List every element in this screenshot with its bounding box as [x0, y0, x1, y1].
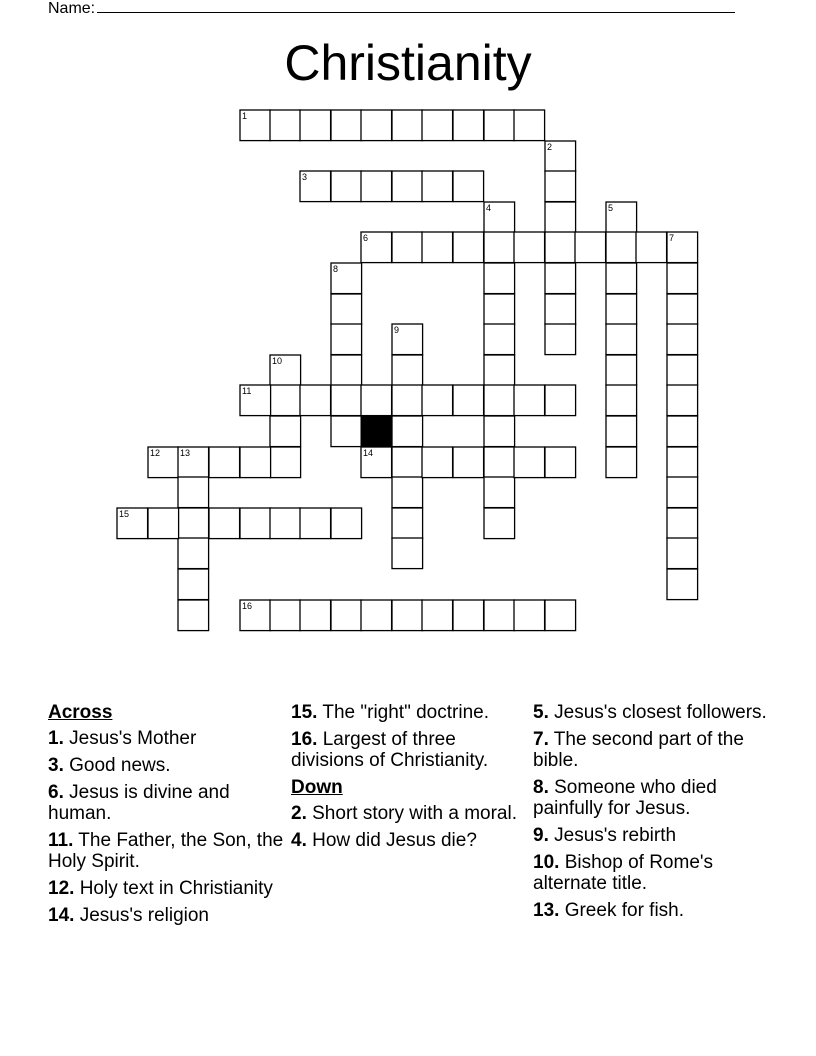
- grid-cell[interactable]: [300, 110, 331, 141]
- clue-text: Jesus's rebirth: [548, 825, 677, 846]
- clue-number: 7.: [533, 729, 549, 750]
- clue-item: [48, 830, 288, 872]
- grid-cell[interactable]: [361, 110, 392, 141]
- grid-cell[interactable]: [514, 110, 545, 141]
- grid-cell[interactable]: [606, 385, 637, 416]
- clue-item: [533, 852, 773, 894]
- grid-cell[interactable]: [484, 447, 515, 478]
- clue-text: Largest of three divisions of Christianity.: [291, 729, 489, 771]
- grid-cell[interactable]: [667, 569, 698, 600]
- grid-cell[interactable]: [392, 110, 423, 141]
- grid-cell[interactable]: [392, 600, 423, 631]
- grid-cell[interactable]: [575, 232, 606, 263]
- grid-cell[interactable]: [545, 385, 576, 416]
- cell-number: 11: [242, 386, 252, 396]
- clue-number: 13.: [533, 900, 560, 921]
- grid-cell[interactable]: [270, 110, 301, 141]
- grid-cell[interactable]: [392, 447, 423, 478]
- grid-cell[interactable]: [361, 385, 392, 416]
- grid-cell[interactable]: [514, 600, 545, 631]
- grid-cell[interactable]: [484, 477, 515, 508]
- grid-cell[interactable]: [331, 355, 362, 386]
- clue-number: 6.: [48, 782, 64, 803]
- grid-cell[interactable]: [300, 385, 331, 416]
- grid-cell[interactable]: [606, 416, 637, 447]
- clue-item: [533, 777, 773, 819]
- grid-cell[interactable]: [667, 385, 698, 416]
- clue-number: 4.: [291, 830, 307, 851]
- grid-cell[interactable]: [392, 477, 423, 508]
- clue-text: How did Jesus die?: [306, 830, 477, 851]
- grid-cell[interactable]: [300, 508, 331, 539]
- grid-cell[interactable]: [636, 232, 667, 263]
- grid-cell[interactable]: [667, 263, 698, 294]
- cell-number: 3: [302, 172, 308, 182]
- grid-cell[interactable]: [484, 416, 515, 447]
- grid-cell[interactable]: [453, 600, 484, 631]
- grid-cell[interactable]: [392, 508, 423, 539]
- clue-text: Someone who died painfully for Jesus.: [533, 777, 717, 819]
- grid-cell[interactable]: [545, 171, 576, 202]
- clue-item: [291, 830, 531, 851]
- clue-number: 11.: [48, 830, 74, 851]
- clue-text: Jesus's closest followers.: [548, 702, 767, 723]
- clue-text: Greek for fish.: [559, 900, 685, 921]
- clue-text: Good news.: [63, 755, 171, 776]
- clue-text: The second part of the bible.: [533, 729, 744, 771]
- clue-text: Jesus is divine and human.: [48, 782, 230, 824]
- cell-number: 6: [363, 233, 369, 243]
- grid-cell[interactable]: [422, 385, 453, 416]
- grid-cell[interactable]: [392, 232, 423, 263]
- grid-cell[interactable]: [270, 508, 301, 539]
- clue-number: 9.: [533, 825, 549, 846]
- grid-cell[interactable]: [545, 324, 576, 355]
- grid-cell[interactable]: [667, 538, 698, 569]
- grid-cell[interactable]: [392, 355, 423, 386]
- grid-cell[interactable]: [606, 324, 637, 355]
- grid-cell[interactable]: [422, 447, 453, 478]
- across-heading: Across: [48, 702, 113, 723]
- grid-cell[interactable]: [331, 385, 362, 416]
- grid-cell[interactable]: [667, 508, 698, 539]
- grid-cell[interactable]: [667, 324, 698, 355]
- grid-cell[interactable]: [422, 110, 453, 141]
- cell-number: 9: [394, 325, 400, 335]
- clue-text: The Father, the Son, the Holy Spirit.: [48, 830, 284, 872]
- grid-cell[interactable]: [209, 508, 240, 539]
- grid-cell[interactable]: [667, 355, 698, 386]
- clue-item: [533, 900, 773, 921]
- grid-cell[interactable]: [178, 538, 209, 569]
- clue-item: [48, 878, 288, 899]
- grid-cell[interactable]: [453, 447, 484, 478]
- clue-number: 14.: [48, 905, 75, 926]
- grid-cell[interactable]: [667, 416, 698, 447]
- grid-cell[interactable]: [545, 600, 576, 631]
- grid-cell[interactable]: [484, 263, 515, 294]
- cell-number: 7: [669, 233, 675, 243]
- clue-item: [533, 825, 773, 846]
- cell-number: 16: [242, 601, 253, 611]
- grid-cell[interactable]: [270, 416, 301, 447]
- grid-cell[interactable]: [484, 324, 515, 355]
- grid-cell[interactable]: [453, 171, 484, 202]
- grid-cell[interactable]: [331, 294, 362, 325]
- grid-cell[interactable]: [545, 232, 576, 263]
- grid-cell[interactable]: [240, 508, 271, 539]
- grid-cell[interactable]: [606, 355, 637, 386]
- clue-item: [533, 702, 773, 723]
- clue-number: 12.: [48, 878, 75, 899]
- grid-cell[interactable]: [361, 600, 392, 631]
- grid-cell[interactable]: [453, 232, 484, 263]
- grid-cell[interactable]: [484, 508, 515, 539]
- cell-number: 15: [119, 509, 130, 519]
- grid-cell[interactable]: [331, 416, 362, 447]
- clue-text: Short story with a moral.: [306, 803, 517, 824]
- clue-column-3: [533, 702, 773, 927]
- cell-number: 13: [180, 448, 191, 458]
- grid-cell[interactable]: [270, 600, 301, 631]
- grid-cell[interactable]: [270, 385, 301, 416]
- grid-cell[interactable]: [392, 416, 423, 447]
- grid-cell[interactable]: [514, 385, 545, 416]
- grid-cell[interactable]: [422, 232, 453, 263]
- name-label: Name:: [48, 0, 96, 17]
- grid-cell[interactable]: [422, 171, 453, 202]
- grid-cell[interactable]: [392, 538, 423, 569]
- grid-cell[interactable]: [331, 324, 362, 355]
- grid-cell[interactable]: [484, 110, 515, 141]
- cell-number: 2: [547, 142, 553, 152]
- clue-number: 8.: [533, 777, 549, 798]
- grid-cell[interactable]: [178, 508, 209, 539]
- clue-item: [291, 803, 531, 824]
- grid-cell[interactable]: [545, 263, 576, 294]
- clue-number: 1.: [48, 728, 64, 749]
- clue-text: Jesus's Mother: [63, 728, 197, 749]
- grid-cell[interactable]: [178, 477, 209, 508]
- grid-cell[interactable]: [209, 447, 240, 478]
- clue-number: 5.: [533, 702, 549, 723]
- clue-column-1: [48, 702, 288, 932]
- black-cell: [361, 416, 392, 447]
- grid-cell[interactable]: [545, 202, 576, 233]
- clue-number: 2.: [291, 803, 307, 824]
- grid-cell[interactable]: [148, 508, 179, 539]
- cell-number: 14: [363, 448, 374, 458]
- grid-cell[interactable]: [331, 171, 362, 202]
- clue-item: [48, 728, 288, 749]
- grid-cell[interactable]: [331, 110, 362, 141]
- grid-cell[interactable]: [514, 447, 545, 478]
- grid-cell[interactable]: [484, 355, 515, 386]
- clue-text: The "right" doctrine.: [317, 702, 489, 723]
- grid-cell[interactable]: [331, 508, 362, 539]
- cell-number: 1: [242, 111, 248, 121]
- cell-number: 12: [150, 448, 161, 458]
- grid-cell[interactable]: [606, 232, 637, 263]
- grid-cell[interactable]: [484, 600, 515, 631]
- grid-cell[interactable]: [484, 385, 515, 416]
- grid-cell[interactable]: [453, 385, 484, 416]
- grid-cell[interactable]: [331, 600, 362, 631]
- grid-cell[interactable]: [178, 600, 209, 631]
- grid-cell[interactable]: [484, 232, 515, 263]
- grid-cell[interactable]: [484, 294, 515, 325]
- grid-cell[interactable]: [667, 294, 698, 325]
- grid-cell[interactable]: [178, 569, 209, 600]
- grid-cell[interactable]: [392, 171, 423, 202]
- grid-cell[interactable]: [667, 447, 698, 478]
- grid-cell[interactable]: [300, 600, 331, 631]
- clue-item: [533, 729, 773, 771]
- down-heading: Down: [291, 777, 343, 798]
- grid-cell[interactable]: [606, 263, 637, 294]
- grid-cell[interactable]: [453, 110, 484, 141]
- clue-number: 16.: [291, 729, 318, 750]
- clue-item: [48, 782, 288, 824]
- clue-text: Bishop of Rome's alternate title.: [533, 852, 714, 894]
- clue-text: Holy text in Christianity: [74, 878, 273, 899]
- clue-item: [291, 729, 531, 771]
- clue-number: 10.: [533, 852, 560, 873]
- cell-number: 4: [486, 203, 492, 213]
- cell-number: 8: [333, 264, 339, 274]
- grid-cell[interactable]: [545, 294, 576, 325]
- grid-cell[interactable]: [392, 385, 423, 416]
- grid-cell[interactable]: [361, 171, 392, 202]
- cell-number: 5: [608, 203, 614, 213]
- clue-number: 3.: [48, 755, 64, 776]
- grid-cell[interactable]: [240, 447, 271, 478]
- clue-text: Jesus's religion: [74, 905, 209, 926]
- clue-item: [48, 905, 288, 926]
- puzzle-title: Christianity: [284, 35, 532, 91]
- grid-cell[interactable]: [545, 447, 576, 478]
- grid-cell[interactable]: [667, 477, 698, 508]
- clue-item: [48, 755, 288, 776]
- grid-cell[interactable]: [514, 232, 545, 263]
- grid-cell[interactable]: [606, 447, 637, 478]
- grid-cell[interactable]: [270, 447, 301, 478]
- grid-cell[interactable]: [422, 600, 453, 631]
- grid-cell[interactable]: [606, 294, 637, 325]
- cell-number: 10: [272, 356, 283, 366]
- clue-column-2: [291, 702, 531, 857]
- clue-item: [291, 702, 531, 723]
- clue-number: 15.: [291, 702, 318, 723]
